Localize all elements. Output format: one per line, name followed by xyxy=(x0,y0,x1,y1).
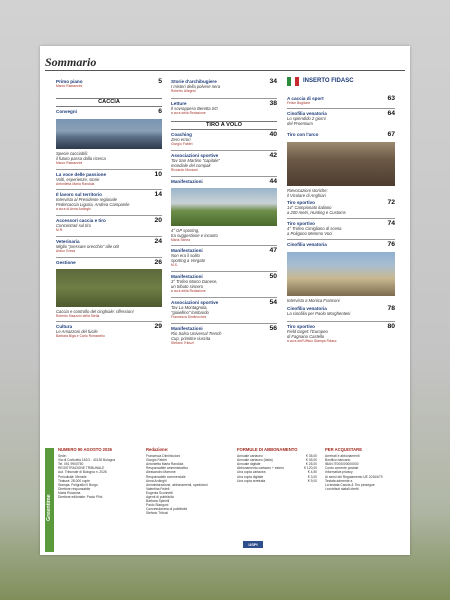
masthead-publisher: NUMERO 90 AGOSTO 2026 Sede: Via di Corticella 181/3 - 40128 Bologna Tel. 051 9900750 REGISTRAZIONE TRIBUNALE Aut. Tribunale di Bologna n. 2026 Periodicità: Mensile Tiratura: 28.000 copie Stampa: Poligrafici Il Borgo Direttore responsabile Maria Rosanna Direttore editoriale: Paolo Plini xyxy=(58,447,116,500)
toc-page-number: 47 xyxy=(269,247,277,254)
divider xyxy=(56,189,162,190)
toc-entry-title[interactable]: Cinofilia venatoria xyxy=(287,306,327,311)
toc-page-number: 63 xyxy=(387,95,395,102)
toc-author: a cura di Anna Ardinghi xyxy=(56,207,92,212)
toc-entry-title[interactable]: Manifestazioni xyxy=(171,274,203,279)
toc-desc: Le Amazzoni del fucile xyxy=(56,329,98,335)
toc-entry-title[interactable]: Storie d'archibugiere xyxy=(171,79,217,84)
toc-entry-title[interactable]: Associazioni sportive xyxy=(171,300,219,305)
toc-desc: un tributo sincero xyxy=(171,284,204,290)
section-heading-tiro-a-volo: TIRO A VOLO xyxy=(171,121,277,130)
toc-page-number: 20 xyxy=(154,217,162,224)
toc-author: Maria Stinea xyxy=(171,238,191,242)
toc-author: Giorgio Fabbri xyxy=(171,142,193,147)
toc-author: Roberto Allegrini xyxy=(171,89,197,94)
toc-page-number: 6 xyxy=(158,108,162,115)
toc-page-number: 40 xyxy=(269,131,277,138)
header-rule xyxy=(45,70,405,71)
toc-desc: Specie cacciabili: xyxy=(56,151,89,156)
toc-desc: sporting a Vergato xyxy=(171,258,206,264)
divider xyxy=(56,169,162,170)
toc-entry-title[interactable]: Gestione xyxy=(56,260,76,265)
divider xyxy=(171,176,277,177)
toc-author: M.S. xyxy=(171,263,178,268)
toc-entry-title[interactable]: Tiro sportivo xyxy=(287,324,315,329)
divider xyxy=(171,98,277,99)
uspi-logo: USPI xyxy=(243,541,263,548)
toc-desc: Non era il solito xyxy=(171,253,200,259)
inserto-fidasc-heading: INSERTO FIDASC xyxy=(287,76,395,87)
toc-desc: Caccia e controllo del cinghiale: riflessioni xyxy=(56,309,134,314)
toc-desc: Tav La Montagnola, xyxy=(171,305,208,311)
toc-page-number: 26 xyxy=(154,259,162,266)
masthead-footer xyxy=(45,448,405,552)
toc-desc: Federcaccia Liguria, Andrea Campanile xyxy=(56,202,130,208)
toc-desc: Zero errori xyxy=(171,137,191,143)
toc-page-number: 78 xyxy=(387,305,395,312)
toc-page-number: 44 xyxy=(269,178,277,185)
toc-page-number: 50 xyxy=(269,273,277,280)
section-heading-caccia: CACCIA xyxy=(56,98,162,107)
toc-page-number: 14 xyxy=(154,191,162,198)
toc-desc: di Fagnano Castello xyxy=(287,334,325,340)
wild-boar-photo xyxy=(56,269,162,307)
toc-page-number: 5 xyxy=(158,78,162,85)
toc-author: a cura dell'Ufficio Stampa Fidasc xyxy=(287,339,337,344)
toc-author: Arduo Greca xyxy=(56,249,76,254)
toc-entry-title[interactable]: Associazioni sportive xyxy=(171,153,219,158)
toc-author: Felice Buglione xyxy=(287,101,311,106)
shooting-range-photo xyxy=(171,188,277,226)
toc-desc: Lo splendido 2 giorni xyxy=(287,116,326,122)
toc-desc: il Vicolare di Anghiari xyxy=(287,193,326,198)
toc-entry-title[interactable]: Tiro sportivo xyxy=(287,221,315,226)
toc-author: Stefano Tribuzi xyxy=(171,341,194,346)
masthead-purchase: PER ACQUISTARE Arretrati e abbonamenti Bonifico bancario IBAN IT000000000000 Conto corrente postale Informativa privacy Ai sensi del Regolamento UE 2016/679 Testata aderente a La testata Caccia & Tiro persegue i contributi statali diretti xyxy=(325,447,383,491)
toc-desc: Volti, esperienze, storie xyxy=(56,177,100,183)
toc-author: Barbara Biga e Carlo Romanello xyxy=(56,334,105,339)
toc-desc: Concentrati sul tiro xyxy=(56,223,91,229)
toc-page-number: 29 xyxy=(154,323,162,330)
divider xyxy=(287,108,395,109)
toc-desc: 3° Trofeo Marco Danese, xyxy=(171,279,218,285)
toc-entry-title[interactable]: Cultura xyxy=(56,324,73,329)
toc-entry-title[interactable]: Primo piano xyxy=(56,79,83,84)
divider xyxy=(56,215,162,216)
toc-desc: Intervista a Monica Franconi xyxy=(287,298,340,303)
toc-desc: Miglio "pressare orecchio" alle otit xyxy=(56,244,119,250)
divider xyxy=(287,239,395,240)
toc-author: Roberto Mazzoni della Stella xyxy=(56,314,100,318)
toc-entry-title[interactable]: Cinofilia venatoria xyxy=(287,242,327,247)
divider xyxy=(171,323,277,324)
divider xyxy=(287,218,395,219)
divider xyxy=(171,297,277,298)
toc-desc: Rievocazioni storiche: xyxy=(287,188,328,193)
toc-entry-title[interactable]: Manifestazioni xyxy=(171,248,203,253)
toc-entry-title[interactable]: Il lavoro sul territorio xyxy=(56,192,102,197)
divider xyxy=(171,271,277,272)
toc-desc: a Poligono Memmo Voci xyxy=(287,231,333,237)
toc-author: a cura della Redazione xyxy=(171,289,206,294)
toc-entry-title[interactable]: Manifestazioni xyxy=(171,179,203,184)
toc-desc: tra suggestione e incanto xyxy=(171,233,218,238)
toc-page-number: 67 xyxy=(387,131,395,138)
toc-entry-title[interactable]: A caccia di sport xyxy=(287,96,324,101)
toc-page-number: 34 xyxy=(269,78,277,85)
toc-entry-title[interactable]: La voce delle passione xyxy=(56,172,107,177)
toc-author: a cura della Redazione xyxy=(171,111,206,116)
toc-desc: Il sovrappeso Beretta SO xyxy=(171,106,218,112)
toc-desc: 4° Trofeo Cimigliano di scena xyxy=(287,226,342,232)
toc-page-number: 76 xyxy=(387,241,395,248)
toc-page-number: 38 xyxy=(269,100,277,107)
greentime-brand-bar: Greentime xyxy=(45,448,54,552)
toc-entry-title[interactable]: Cinofilia venatoria xyxy=(287,111,327,116)
toc-author: Riccardo Monzoni xyxy=(171,168,199,173)
toc-desc: 14° Campionato italiano xyxy=(287,205,332,211)
divider xyxy=(56,236,162,237)
toc-desc: Rio Salso Universal Trench xyxy=(171,331,222,337)
toc-desc: Field target: l'Europeo xyxy=(287,329,328,335)
toc-entry-title[interactable]: Tiro con l'arco xyxy=(287,132,319,137)
toc-desc: Tav San Martino "capitale" xyxy=(171,158,220,164)
divider xyxy=(171,150,277,151)
toc-desc: il futuro passa dalla ricerca xyxy=(56,156,106,161)
toc-desc: a 200 metri, Hunting e Customs xyxy=(287,210,346,216)
fidasc-flag-icon xyxy=(287,77,299,86)
toc-entry-title[interactable]: Accessori caccia e tiro xyxy=(56,218,106,223)
conference-photo xyxy=(56,119,162,149)
toc-page-number: 64 xyxy=(387,110,395,117)
toc-page-number: 72 xyxy=(387,199,395,206)
archery-photo xyxy=(287,142,395,186)
toc-entry-title[interactable]: Veterinaria xyxy=(56,239,80,244)
toc-author: Marco Ramanzini xyxy=(56,84,83,89)
toc-desc: 4° GP sporting, xyxy=(171,228,200,233)
toc-entry-title[interactable]: Letture xyxy=(171,101,187,106)
toc-desc: Cup, primitire riuscita xyxy=(171,336,211,342)
toc-entry-title[interactable]: Convegni xyxy=(56,109,77,114)
toc-page-number: 54 xyxy=(269,299,277,306)
toc-entry-title[interactable]: Tiro sportivo xyxy=(287,200,315,205)
toc-author: Marco Ramanzini xyxy=(56,161,83,165)
page-title: Sommario xyxy=(45,55,97,69)
magazine-page xyxy=(40,46,410,555)
divider xyxy=(56,321,162,322)
group-photo xyxy=(287,252,395,296)
toc-author: Francesca Dimitriccioni xyxy=(171,315,207,320)
toc-desc: I misteri della polvere nera xyxy=(171,84,221,90)
toc-desc: mondiale del compak xyxy=(171,163,211,169)
toc-desc: "gioiellino" lombardo xyxy=(171,310,209,316)
toc-entry-title[interactable]: Coaching xyxy=(171,132,192,137)
toc-entry-title[interactable]: Manifestazioni xyxy=(171,326,203,331)
toc-page-number: 56 xyxy=(269,325,277,332)
toc-author: Antonietta Maria Randola xyxy=(56,182,95,187)
toc-desc: del Proemium xyxy=(287,121,313,127)
toc-desc: Intervista al Presidente regionale xyxy=(56,197,117,203)
toc-page-number: 80 xyxy=(387,323,395,330)
toc-author: M.R. xyxy=(56,228,64,233)
toc-page-number: 10 xyxy=(154,171,162,178)
masthead-editorial: Redazione: Francesca Dimitriccioni Giorgio Fabbri Antonietta Maria Randola Responsabile amministrativo Alessandro Marrone Responsabile commerciale Anna Ardinghi Amministrazione, abbonamenti, spedizioni Valentina Fedeli Eugenia Sconnetti Agenti di pubblicità Barbara Spinelli Paolo Stangoni Concessionaria di pubblicità Stefano Tribuzi xyxy=(146,447,208,516)
divider xyxy=(171,245,277,246)
toc-page-number: 42 xyxy=(269,152,277,159)
toc-page-number: 74 xyxy=(387,220,395,227)
divider xyxy=(287,321,395,322)
masthead-subscriptions: FORMULE DI ABBONAMENTO Annuale cartaceo € 35,00 Annuale cartaceo (Italia) € 45,00 Annuale digitale € 25,00 Abbonamento cartaceo + estero € 120,00 Una copia cartacea € 4,50 Una copia digitale € 3,00 Una copia arretrata € 9,00 xyxy=(237,447,317,483)
toc-page-number: 24 xyxy=(154,238,162,245)
divider xyxy=(56,257,162,258)
toc-desc: La cinofilia per Paolo Morghenteni xyxy=(287,311,351,317)
